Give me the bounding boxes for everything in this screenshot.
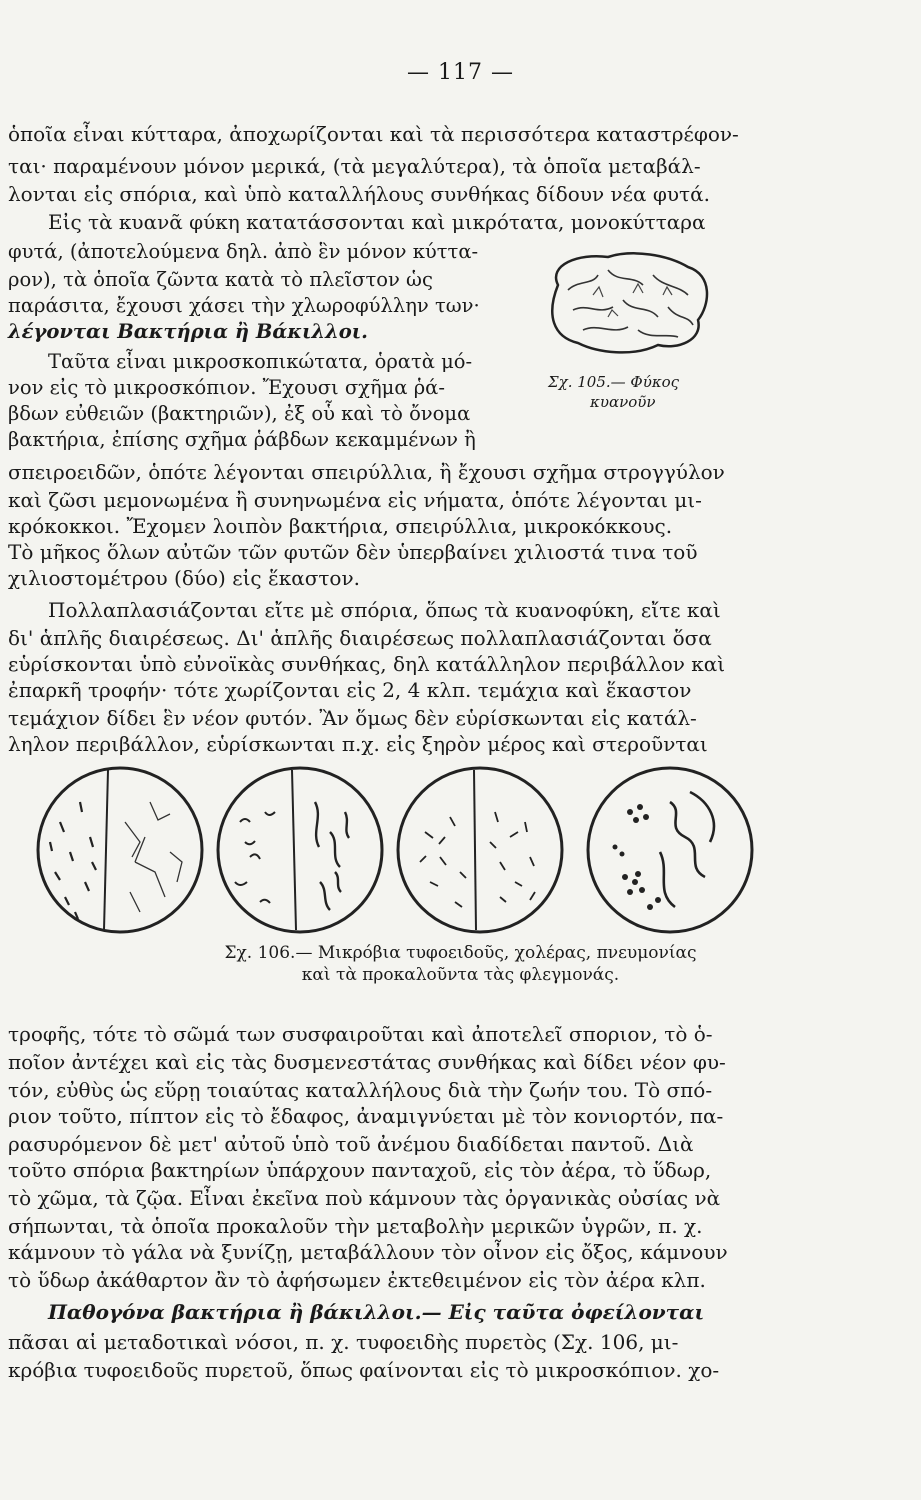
text-line: φυτά, (ἀποτελούμενα δηλ. ἀπὸ ἓν μόνον κύττα- (8, 240, 479, 263)
text-line: Πολλαπλασιάζονται εἴτε μὲ σπόρια, ὅπως τὰ κυανοφύκη, εἴτε καὶ (48, 598, 721, 622)
text-line: κάμνουν τὸ γάλα νὰ ξυνίζῃ, μεταβάλλουν τὸν οἶνον εἰς ὄξος, κάμνουν (8, 1240, 728, 1264)
caption-line: καὶ τὰ προκαλοῦντα τὰς φλεγμονάς. (301, 965, 620, 985)
text-line: τεμάχιον δίδει ἓν νέον φυτόν. Ἂν ὅμως δὲν εὑρίσκωνται εἰς κατάλ- (8, 706, 697, 730)
text-line: δι' ἁπλῆς διαιρέσεως. Δι' ἁπλῆς διαιρέσεως πολλαπλασιάζονται ὅσα (8, 626, 712, 650)
microscope-field-pneumonia (398, 768, 562, 932)
figure-106-microbes (30, 762, 770, 942)
text-line: βδων εὐθειῶν (βακτηριῶν), ἐξ οὗ καὶ τὸ ὄνομα (8, 402, 471, 425)
text-line: Ταῦτα εἶναι μικροσκοπικώτατα, ὁρατὰ μό- (48, 350, 473, 373)
text-line: κρόβια τυφοειδοῦς πυρετοῦ, ὅπως φαίνονται εἰς τὸ μικροσκόπιον. χο- (8, 1358, 720, 1382)
caption-line: Σχ. 105.— Φύκος (548, 373, 680, 391)
text-line: λέγονται Βακτήρια ἢ Βάκιλλοι. (8, 320, 368, 343)
text-line: σήπωνται, τὰ ὁποῖα προκαλοῦν τὴν μεταβολὴν μερικῶν ὑγρῶν, π. χ. (8, 1214, 703, 1238)
text-line: ὁποῖα εἶναι κύτταρα, ἀποχωρίζονται καὶ τὰ περισσότερα καταστρέφον- (8, 122, 739, 146)
text-line: τόν, εὐθὺς ὡς εὕρῃ τοιαύτας καταλλήλους διὰ τὴν ζωήν του. Τὸ σπό- (8, 1078, 713, 1102)
text-line: ριον τοῦτο, πίπτον εἰς τὸ ἔδαφος, ἀναμιγνύεται μὲ τὸν κονιορτόν, πα- (8, 1104, 724, 1128)
text-line: ληλον περιβάλλον, εὑρίσκωνται π.χ. εἰς ξηρὸν μέρος καὶ στεροῦνται (8, 732, 708, 756)
text-line: νον εἰς τὸ μικροσκόπιον. Ἔχουσι σχῆμα ῥά- (8, 376, 445, 399)
text-line: τοῦτο σπόρια βακτηρίων ὑπάρχουν πανταχοῦ, εἰς τὸν ἀέρα, τὸ ὕδωρ, (8, 1158, 712, 1182)
text-line: ρασυρόμενον δὲ μετ' αὐτοῦ ὑπὸ τοῦ ἀνέμου διαδίδεται παντοῦ. Διὰ (8, 1132, 694, 1156)
text-line: λονται εἰς σπόρια, καὶ ὑπὸ καταλλήλους συνθήκας δίδουν νέα φυτά. (8, 182, 710, 206)
text-line: ποῖον ἀντέχει καὶ εἰς τὰς δυσμενεστάτας συνθήκας καὶ δίδει νέον φυ- (8, 1050, 726, 1074)
section-heading-line: Παθογόνα βακτήρια ἢ βάκιλλοι.— Εἰς ταῦτα ὀφείλονται (48, 1300, 705, 1324)
microscope-field-cholera (218, 768, 382, 932)
figure-105-caption (548, 372, 679, 412)
text-line: χιλιοστομέτρου (δύο) εἰς ἕκαστον. (8, 566, 360, 590)
text-line: Τὸ μῆκος ὅλων αὐτῶν τῶν φυτῶν δὲν ὑπερβαίνει χιλιοστά τινα τοῦ (8, 540, 698, 564)
text-line: εὑρίσκονται ὑπὸ εὐνοϊκὰς συνθήκας, δηλ κατάλληλον περιβάλλον καὶ (8, 652, 726, 676)
caption-line: Σχ. 106.— Μικρόβια τυφοειδοῦς, χολέρας, πνευμονίας (224, 943, 697, 963)
text-line: Εἰς τὰ κυανᾶ φύκη κατατάσσονται καὶ μικρότατα, μονοκύτταρα (48, 210, 706, 234)
microscope-field-typhoid (38, 768, 202, 932)
text-line: παράσιτα, ἔχουσι χάσει τὴν χλωροφύλλην των· (8, 294, 480, 317)
text-line: ρον), τὰ ὁποῖα ζῶντα κατὰ τὸ πλεῖστον ὡς (8, 268, 433, 291)
text-line: κρόκοκκοι. Ἔχομεν λοιπὸν βακτήρια, σπειρύλλια, μικροκόκκους. (8, 514, 673, 538)
text-line: σπειροειδῶν, ὁπότε λέγονται σπειρύλλια, ἢ ἔχουσι σχῆμα στρογγύλον (8, 460, 725, 484)
text-line: τὸ χῶμα, τὰ ζῷα. Εἶναι ἐκεῖνα ποὺ κάμνουν τὰς ὀργανικὰς οὐσίας νὰ (8, 1186, 721, 1210)
text-line: ἐπαρκῆ τροφήν· τότε χωρίζονται εἰς 2, 4 κλπ. τεμάχια καὶ ἕκαστον (8, 678, 692, 702)
text-line: καὶ ζῶσι μεμονωμένα ἢ συνηνωμένα εἰς νήματα, ὁπότε λέγονται μι- (8, 488, 702, 512)
text-line: βακτήρια, ἐπίσης σχῆμα ῥάβδων κεκαμμένων ἢ (8, 428, 476, 451)
page-number: — 117 — (407, 60, 514, 85)
caption-line: κυανοῦν (590, 393, 656, 411)
figure-105-algae (538, 245, 718, 363)
text-line: πᾶσαι αἱ μεταδοτικαὶ νόσοι, π. χ. τυφοειδὴς πυρετὸς (Σχ. 106, μι- (8, 1330, 679, 1354)
text-line: τὸ ὕδωρ ἀκάθαρτον ἂν τὸ ἀφήσωμεν ἐκτεθειμένον εἰς τὸν ἀέρα κλπ. (8, 1268, 706, 1292)
text-line: τροφῆς, τότε τὸ σῶμά των συσφαιροῦται καὶ ἀποτελεῖ σποριον, τὸ ὁ- (8, 1022, 713, 1046)
microscope-field-inflammation (588, 768, 752, 932)
text-line: ται· παραμένουν μόνον μερικά, (τὰ μεγαλύτερα), τὰ ὁποῖα μεταβάλ- (8, 154, 701, 178)
figure-106-caption (0, 942, 921, 986)
